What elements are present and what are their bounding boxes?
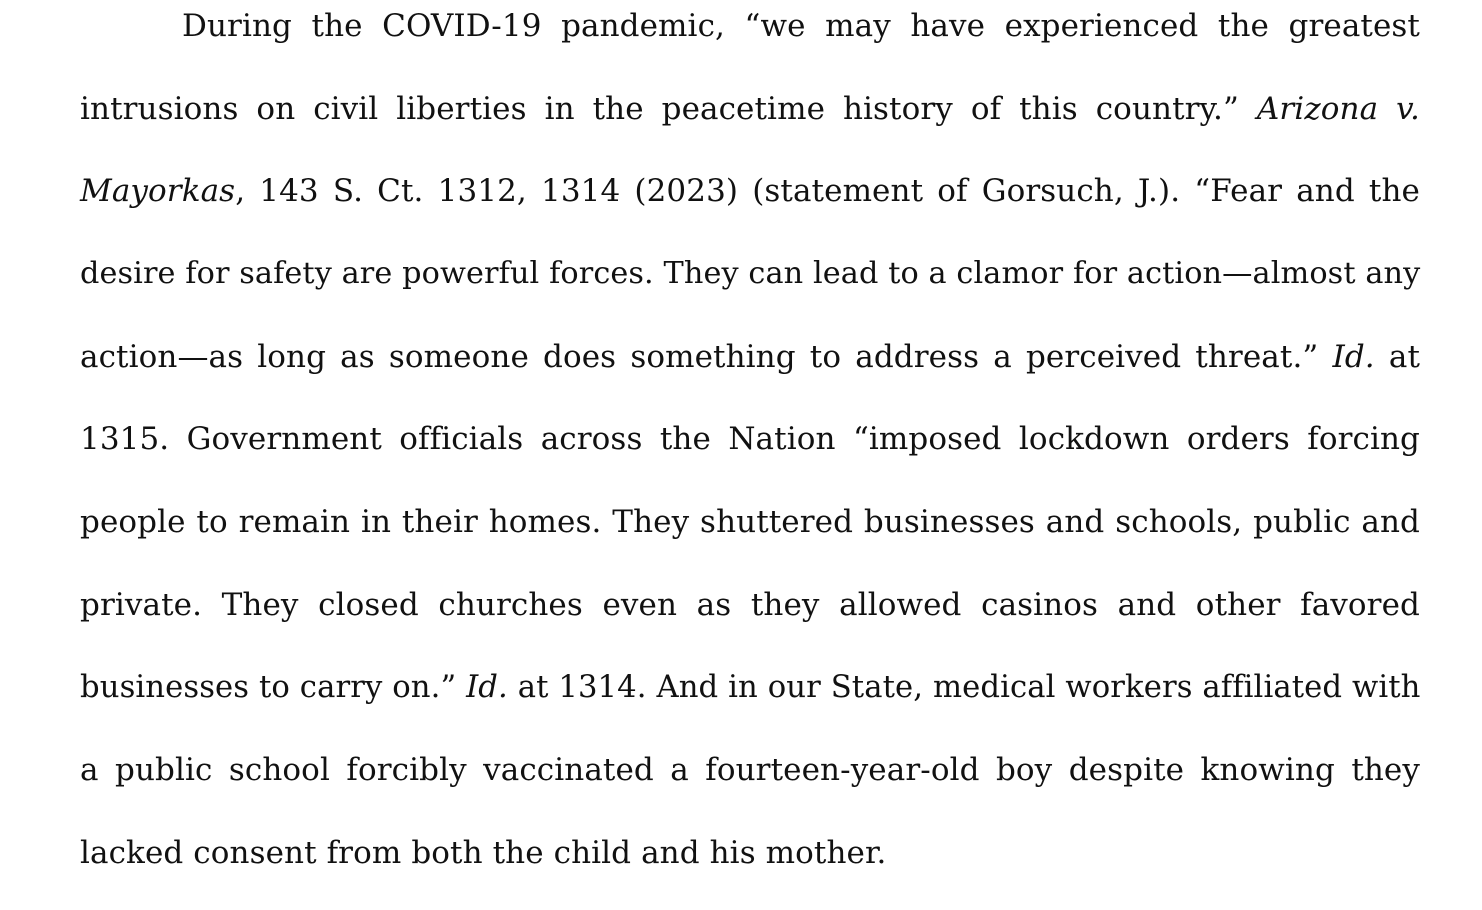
text-line (80, 0, 1420, 83)
text-line (80, 744, 1420, 827)
text-segment: action—as long as someone does something to address a perceived threat.” (80, 338, 1333, 375)
text-segment: During the COVID-19 pandemic, “we may have experienced the greatest (182, 8, 1420, 44)
citation-italic: Mayorkas (80, 173, 236, 210)
document-page (80, 0, 1420, 910)
text-line (80, 331, 1420, 414)
text-line (80, 827, 1420, 910)
text-segment: a public school forcibly vaccinated a fourteen-year-old boy despite knowing they (80, 752, 1420, 789)
text-segment: at (1374, 338, 1421, 375)
text-line (80, 496, 1420, 579)
text-line (80, 248, 1420, 331)
text-segment: businesses to carry on.” (80, 669, 467, 705)
text-segment: intrusions on civil liberties in the peacetime history of this country.” (80, 90, 1257, 127)
text-segment: lacked consent from both the child and his mother. (80, 834, 887, 871)
text-line (80, 413, 1420, 496)
citation-italic: Id. (466, 669, 508, 705)
text-line (80, 579, 1420, 662)
text-segment: people to remain in their homes. They shuttered businesses and schools, public and (80, 504, 1420, 541)
text-line (80, 662, 1420, 745)
body-paragraph (80, 0, 1420, 910)
text-segment: desire for safety are powerful forces. They can lead to a clamor for action—almost any (80, 256, 1421, 292)
text-line (80, 165, 1420, 248)
text-segment: at 1314. And in our State, medical workers affiliated with (507, 669, 1421, 705)
text-line (80, 83, 1420, 166)
text-segment: 1315. Government officials across the Nation “imposed lockdown orders forcing (80, 421, 1420, 458)
text-segment: , 143 S. Ct. 1312, 1314 (2023) (statement of Gorsuch, J.). “Fear and the (235, 173, 1420, 210)
citation-italic: Id. (1332, 338, 1375, 375)
text-segment: private. They closed churches even as they allowed casinos and other favored (80, 586, 1420, 623)
citation-italic: Arizona v. (1256, 90, 1421, 127)
